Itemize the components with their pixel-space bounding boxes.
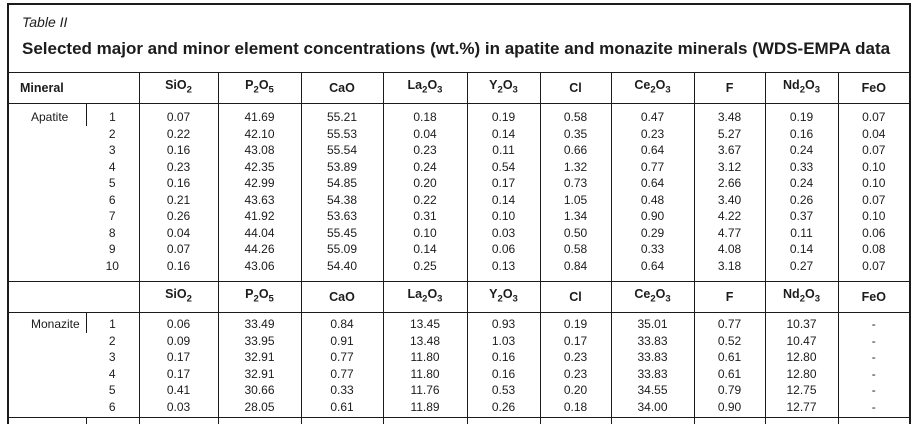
- cutoff-cell: [218, 418, 301, 425]
- cell-Y2O3: 0.17: [467, 175, 540, 192]
- cell-Nd2O3: 12.80: [765, 366, 838, 383]
- cutoff-cell: [540, 418, 611, 425]
- cell-P2O5: 41.69: [218, 104, 301, 126]
- cutoff-cell: [86, 418, 139, 425]
- cell-P2O5: 32.91: [218, 349, 301, 366]
- row-number: 1: [86, 313, 139, 333]
- cell-Y2O3: 0.19: [467, 104, 540, 126]
- cell-Ce2O3: 33.83: [611, 349, 694, 366]
- cell-SiO2: 0.21: [139, 192, 218, 209]
- mineral-column-header: Mineral: [9, 73, 139, 104]
- cell-Cl: 0.84: [540, 258, 611, 282]
- cell-CaO: 0.77: [301, 366, 383, 383]
- column-header-La2O3: $La_2O_3$: [383, 73, 467, 104]
- cell-CaO: 54.85: [301, 175, 383, 192]
- data-row: [9, 399, 909, 418]
- cell-La2O3: 11.76: [383, 382, 467, 399]
- cell-Ce2O3: 33.83: [611, 333, 694, 350]
- cell-Nd2O3: 0.37: [765, 208, 838, 225]
- cell-P2O5: 42.35: [218, 159, 301, 176]
- header-row-repeat: [9, 282, 909, 313]
- cell-Cl: 0.18: [540, 399, 611, 418]
- cell-P2O5: 42.10: [218, 126, 301, 143]
- cell-CaO: 53.63: [301, 208, 383, 225]
- cell-CaO: 55.54: [301, 142, 383, 159]
- data-row: [9, 175, 909, 192]
- cell-F: 4.08: [694, 241, 765, 258]
- data-row: [9, 333, 909, 350]
- cutoff-cell: [301, 418, 383, 425]
- column-header-Y2O3: $Y_2O_3$: [467, 73, 540, 104]
- cell-F: 0.61: [694, 366, 765, 383]
- column-header-SiO2: SiO$_2$: [139, 73, 218, 104]
- cutoff-cell: [765, 418, 838, 425]
- cell-Y2O3: 0.13: [467, 258, 540, 282]
- cell-Y2O3: 0.14: [467, 192, 540, 209]
- cutoff-row-stub: [9, 418, 909, 425]
- cell-SiO2: 0.04: [139, 225, 218, 242]
- cell-Y2O3: 0.03: [467, 225, 540, 242]
- column-header-CaO: CaO: [301, 282, 383, 313]
- cell-P2O5: 44.26: [218, 241, 301, 258]
- data-row: [9, 159, 909, 176]
- cell-La2O3: 0.20: [383, 175, 467, 192]
- cell-Cl: 0.35: [540, 126, 611, 143]
- column-header-P2O5: $P_2O_5$: [218, 282, 301, 313]
- cutoff-cell: [383, 418, 467, 425]
- cell-CaO: 55.53: [301, 126, 383, 143]
- data-row: [9, 366, 909, 383]
- cell-Nd2O3: 10.47: [765, 333, 838, 350]
- cell-Y2O3: 0.11: [467, 142, 540, 159]
- cell-Nd2O3: 12.75: [765, 382, 838, 399]
- cell-SiO2: 0.16: [139, 258, 218, 282]
- column-header-Ce2O3: $Ce_2O_3$: [611, 73, 694, 104]
- cell-F: 0.90: [694, 399, 765, 418]
- cell-La2O3: 0.31: [383, 208, 467, 225]
- cell-FeO: 0.08: [838, 241, 909, 258]
- row-number: 3: [108, 143, 116, 157]
- cell-La2O3: 0.25: [383, 258, 467, 282]
- cell-Ce2O3: 0.64: [611, 258, 694, 282]
- cell-F: 4.77: [694, 225, 765, 242]
- data-row: [9, 208, 909, 225]
- cell-Ce2O3: 34.00: [611, 399, 694, 418]
- cell-FeO: -: [838, 333, 909, 350]
- column-header-F: F: [694, 282, 765, 313]
- cell-La2O3: 13.45: [383, 313, 467, 333]
- cell-F: 3.48: [694, 104, 765, 126]
- cell-FeO: 0.06: [838, 225, 909, 242]
- cell-P2O5: 33.49: [218, 313, 301, 333]
- cell-SiO2: 0.26: [139, 208, 218, 225]
- cell-Ce2O3: 0.48: [611, 192, 694, 209]
- cell-Y2O3: 0.06: [467, 241, 540, 258]
- cell-SiO2: 0.17: [139, 349, 218, 366]
- cell-SiO2: 0.23: [139, 159, 218, 176]
- column-header-Cl: Cl: [540, 282, 611, 313]
- cell-F: 5.27: [694, 126, 765, 143]
- column-header-FeO: FeO: [838, 73, 909, 104]
- cell-Y2O3: 1.03: [467, 333, 540, 350]
- row-number: 9: [108, 242, 116, 256]
- cell-Nd2O3: 0.33: [765, 159, 838, 176]
- apatite-section: [9, 104, 909, 282]
- cutoff-cell: [467, 418, 540, 425]
- cell-SiO2: 0.16: [139, 175, 218, 192]
- cell-FeO: -: [838, 382, 909, 399]
- column-header-Ce2O3: $Ce_2O_3$: [611, 282, 694, 313]
- data-row: [9, 104, 909, 126]
- row-number: 7: [108, 209, 116, 223]
- cell-FeO: 0.10: [838, 208, 909, 225]
- cell-F: 4.22: [694, 208, 765, 225]
- cell-Nd2O3: 0.19: [765, 104, 838, 126]
- cell-Nd2O3: 10.37: [765, 313, 838, 333]
- data-table: [9, 72, 909, 424]
- cell-FeO: -: [838, 349, 909, 366]
- data-row: [9, 313, 909, 333]
- cell-Nd2O3: 0.27: [765, 258, 838, 282]
- cell-La2O3: 11.80: [383, 366, 467, 383]
- column-header-SiO2: SiO$_2$: [139, 282, 218, 313]
- column-header-La2O3: $La_2O_3$: [383, 282, 467, 313]
- cell-FeO: 0.07: [838, 192, 909, 209]
- column-header-Nd2O3: $Nd_2O_3$: [765, 282, 838, 313]
- cell-CaO: 55.09: [301, 241, 383, 258]
- monazite-section: [9, 313, 909, 418]
- cell-Nd2O3: 0.26: [765, 192, 838, 209]
- data-row: [9, 142, 909, 159]
- cutoff-cell: [139, 418, 218, 425]
- cell-F: 0.52: [694, 333, 765, 350]
- row-number: 4: [108, 159, 116, 174]
- row-number: 1: [86, 104, 139, 126]
- cell-Cl: 0.58: [540, 241, 611, 258]
- cell-Ce2O3: 0.64: [611, 142, 694, 159]
- cell-P2O5: 43.63: [218, 192, 301, 209]
- cell-La2O3: 0.22: [383, 192, 467, 209]
- cell-La2O3: 11.89: [383, 399, 467, 418]
- mineral-name: Monazite: [31, 317, 80, 331]
- cell-Y2O3: 0.54: [467, 159, 540, 176]
- cell-Cl: 0.73: [540, 175, 611, 192]
- cell-F: 3.18: [694, 258, 765, 282]
- cell-P2O5: 28.05: [218, 399, 301, 418]
- column-header-Cl: Cl: [540, 73, 611, 104]
- cell-Cl: 0.58: [540, 104, 611, 126]
- row-number: 2: [108, 126, 116, 141]
- cell-La2O3: 0.18: [383, 104, 467, 126]
- cell-Ce2O3: 34.55: [611, 382, 694, 399]
- cell-CaO: 55.21: [301, 104, 383, 126]
- cell-Cl: 0.23: [540, 349, 611, 366]
- cell-Y2O3: 0.53: [467, 382, 540, 399]
- cell-Ce2O3: 0.64: [611, 175, 694, 192]
- cell-F: 3.67: [694, 142, 765, 159]
- cutoff-cell: [611, 418, 694, 425]
- column-header-F: F: [694, 73, 765, 104]
- row-number: 6: [108, 192, 116, 207]
- header-row-top: [9, 73, 909, 104]
- cell-CaO: 0.84: [301, 313, 383, 333]
- row-number: 3: [108, 350, 116, 364]
- cell-FeO: -: [838, 313, 909, 333]
- cell-Ce2O3: 0.77: [611, 159, 694, 176]
- cell-F: 2.66: [694, 175, 765, 192]
- cell-F: 3.12: [694, 159, 765, 176]
- cell-FeO: 0.07: [838, 258, 909, 282]
- cell-FeO: 0.07: [838, 104, 909, 126]
- cell-SiO2: 0.22: [139, 126, 218, 143]
- cell-La2O3: 0.10: [383, 225, 467, 242]
- cell-Nd2O3: 0.11: [765, 225, 838, 242]
- data-row: [9, 349, 909, 366]
- cell-SiO2: 0.09: [139, 333, 218, 350]
- cell-Nd2O3: 0.16: [765, 126, 838, 143]
- cell-Nd2O3: 12.77: [765, 399, 838, 418]
- row-number: 10: [105, 258, 119, 273]
- cell-P2O5: 32.91: [218, 366, 301, 383]
- cell-La2O3: 13.48: [383, 333, 467, 350]
- cell-Cl: 0.17: [540, 333, 611, 350]
- cell-FeO: 0.10: [838, 175, 909, 192]
- cell-CaO: 54.40: [301, 258, 383, 282]
- cell-Y2O3: 0.16: [467, 349, 540, 366]
- cell-Y2O3: 0.93: [467, 313, 540, 333]
- cell-CaO: 55.45: [301, 225, 383, 242]
- cell-Nd2O3: 0.24: [765, 175, 838, 192]
- cell-CaO: 0.33: [301, 382, 383, 399]
- cell-SiO2: 0.16: [139, 142, 218, 159]
- cell-La2O3: 0.04: [383, 126, 467, 143]
- cell-La2O3: 0.24: [383, 159, 467, 176]
- cell-FeO: 0.10: [838, 159, 909, 176]
- cell-FeO: 0.04: [838, 126, 909, 143]
- data-row: [9, 225, 909, 242]
- cell-Cl: 0.20: [540, 382, 611, 399]
- data-row: [9, 126, 909, 143]
- cell-CaO: 53.89: [301, 159, 383, 176]
- cell-SiO2: 0.07: [139, 241, 218, 258]
- table-title: Selected major and minor element concentrations (wt.%) in apatite and monazite minerals (WDS-EMPA data: [22, 39, 891, 58]
- cell-Nd2O3: 0.24: [765, 142, 838, 159]
- table-label: Table II: [22, 14, 68, 30]
- cell-FeO: -: [838, 366, 909, 383]
- cell-Nd2O3: 12.80: [765, 349, 838, 366]
- cell-SiO2: 0.07: [139, 104, 218, 126]
- cell-Ce2O3: 35.01: [611, 313, 694, 333]
- cell-Cl: 0.66: [540, 142, 611, 159]
- cell-Nd2O3: 0.14: [765, 241, 838, 258]
- cell-CaO: 54.38: [301, 192, 383, 209]
- cell-Ce2O3: 0.23: [611, 126, 694, 143]
- cell-SiO2: 0.06: [139, 313, 218, 333]
- cell-Ce2O3: 0.47: [611, 104, 694, 126]
- cell-Cl: 0.19: [540, 313, 611, 333]
- cell-P2O5: 43.08: [218, 142, 301, 159]
- row-number: 4: [108, 366, 116, 381]
- cell-P2O5: 30.66: [218, 382, 301, 399]
- cell-Cl: 1.34: [540, 208, 611, 225]
- table-caption: [9, 5, 909, 72]
- cell-Ce2O3: 0.33: [611, 241, 694, 258]
- data-row: [9, 382, 909, 399]
- row-number: 5: [108, 383, 116, 397]
- cell-F: 0.79: [694, 382, 765, 399]
- cutoff-cell: [838, 418, 909, 425]
- cell-P2O5: 42.99: [218, 175, 301, 192]
- cell-FeO: 0.07: [838, 142, 909, 159]
- cell-Y2O3: 0.14: [467, 126, 540, 143]
- column-header-CaO: CaO: [301, 73, 383, 104]
- data-row: [9, 192, 909, 209]
- cell-Y2O3: 0.26: [467, 399, 540, 418]
- cell-F: 3.40: [694, 192, 765, 209]
- cutoff-cell: [9, 418, 86, 425]
- cell-La2O3: 11.80: [383, 349, 467, 366]
- cell-Cl: 0.23: [540, 366, 611, 383]
- column-header-Nd2O3: $Nd_2O_3$: [765, 73, 838, 104]
- repeat-header-blank-cell: [9, 282, 139, 313]
- cell-Cl: 0.50: [540, 225, 611, 242]
- cutoff-cell: [694, 418, 765, 425]
- cell-Cl: 1.05: [540, 192, 611, 209]
- cell-Y2O3: 0.10: [467, 208, 540, 225]
- mineral-name: Apatite: [31, 110, 69, 124]
- data-row: [9, 241, 909, 258]
- column-header-FeO: FeO: [838, 282, 909, 313]
- table-frame: [7, 3, 911, 424]
- column-header-Y2O3: $Y_2O_3$: [467, 282, 540, 313]
- cell-SiO2: 0.03: [139, 399, 218, 418]
- row-number: 8: [108, 225, 116, 240]
- cell-CaO: 0.61: [301, 399, 383, 418]
- row-number: 6: [108, 399, 116, 414]
- row-number: 5: [108, 176, 116, 190]
- cell-P2O5: 43.06: [218, 258, 301, 282]
- cell-P2O5: 33.95: [218, 333, 301, 350]
- row-number: 2: [108, 333, 116, 348]
- cell-SiO2: 0.41: [139, 382, 218, 399]
- cell-Ce2O3: 0.90: [611, 208, 694, 225]
- cell-F: 0.77: [694, 313, 765, 333]
- cell-Cl: 1.32: [540, 159, 611, 176]
- cell-Ce2O3: 0.29: [611, 225, 694, 242]
- cell-CaO: 0.77: [301, 349, 383, 366]
- column-header-P2O5: $P_2O_5$: [218, 73, 301, 104]
- cell-SiO2: 0.17: [139, 366, 218, 383]
- cell-Y2O3: 0.16: [467, 366, 540, 383]
- cell-F: 0.61: [694, 349, 765, 366]
- cell-CaO: 0.91: [301, 333, 383, 350]
- data-row: [9, 258, 909, 282]
- cell-La2O3: 0.23: [383, 142, 467, 159]
- cell-FeO: -: [838, 399, 909, 418]
- cell-P2O5: 41.92: [218, 208, 301, 225]
- cell-La2O3: 0.14: [383, 241, 467, 258]
- cell-Ce2O3: 33.83: [611, 366, 694, 383]
- cell-P2O5: 44.04: [218, 225, 301, 242]
